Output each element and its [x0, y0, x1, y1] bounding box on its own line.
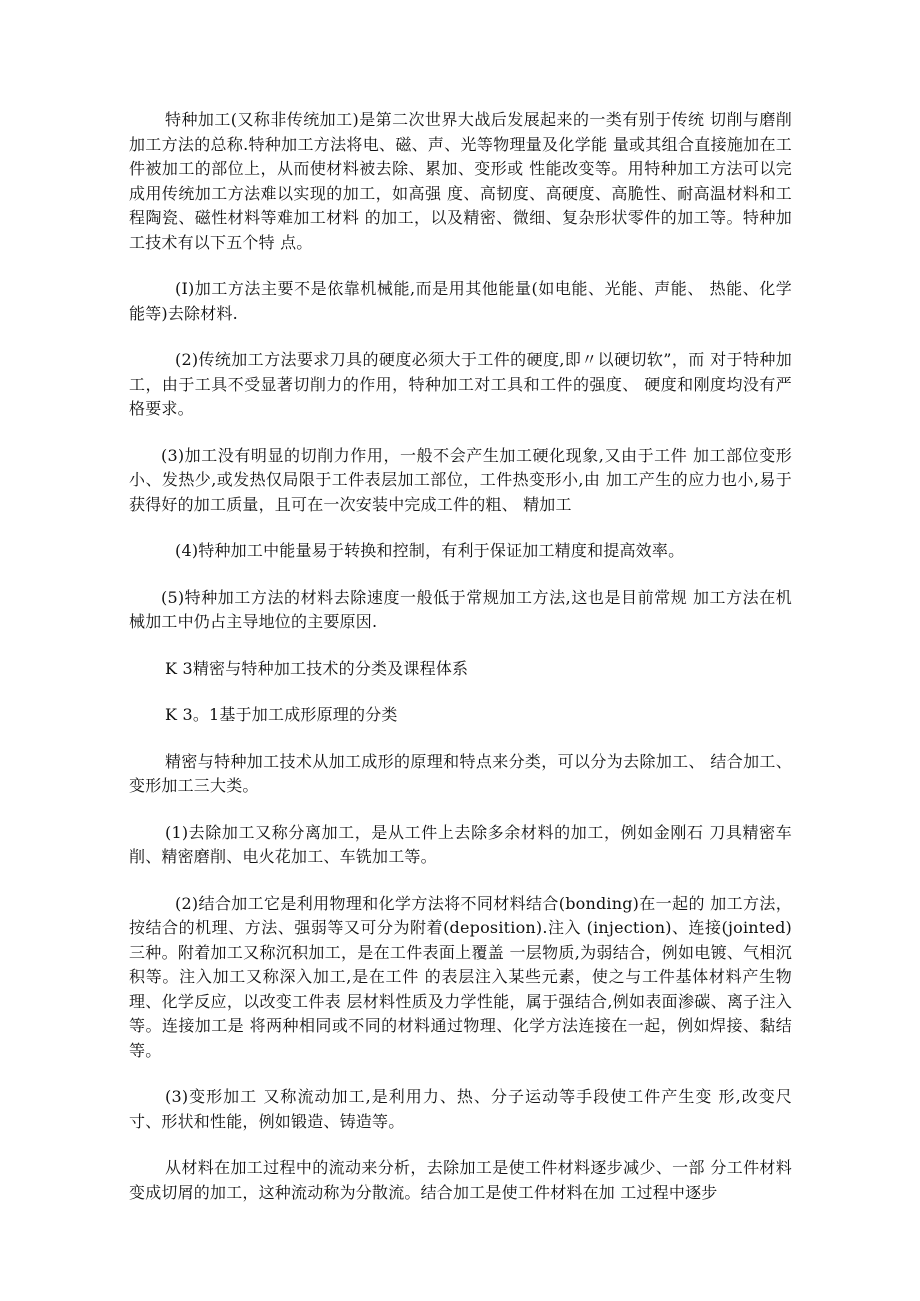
subsection-heading: K 3。1基于加工成形原理的分类: [165, 705, 398, 724]
feature-3-paragraph: (3)加工没有明显的切削力作用，一般不会产生加工硬化现象,又由于工件 加工部位变形小、发热少,或发热仅局限于工件表层加工部位，工件热变形小,由 加工产生的应力也小,易于获得好的加工质量，且可在一次安装中完成工件的粗、 精加工: [129, 445, 792, 514]
class-3-paragraph: (3)变形加工 又称流动加工,是利用力、热、分子运动等手段使工件产生变 形,改变尺寸、形状和性能，例如锻造、铸造等。: [129, 1087, 792, 1131]
class-1-paragraph: (1)去除加工又称分离加工，是从工件上去除多余材料的加工，例如金刚石 刀具精密车削、精密磨削、电火花加工、车铣加工等。: [129, 822, 792, 866]
feature-4-paragraph: (4)特种加工中能量易于转换和控制，有利于保证加工精度和提高效率。: [175, 541, 685, 560]
class-2-paragraph: (2)结合加工它是利用物理和化学方法将不同材料结合(bonding)在一起的 加工方法，按结合的机理、方法、强弱等又可分为附着(deposition).注入 (injection)、连接(jointed)三种。附着加工又称沉积加工，是在工件表面上覆盖 一层物质,为弱结合，例如电镀、气相沉积等。注入加工又称深入加工,是在工件 的表层注入某些元素，使之与工件基体材料产生物理、化学反应，以改变工件表 层材料性质及力学性能，属于强结合,例如表面渗碳、离子注入等。连接加工是 将两种相同或不同的材料通过物理、化学方法连接在一起，例如焊接、黏结等。: [129, 893, 792, 1060]
flow-analysis-paragraph: 从材料在加工过程中的流动来分析，去除加工是使工件材料逐步减少、一部 分工件材料变成切屑的加工，这种流动称为分散流。结合加工是使工件材料在加 工过程中逐步: [129, 1158, 792, 1202]
feature-5-paragraph: (5)特种加工方法的材料去除速度一般低于常规加工方法,这也是目前常规 加工方法在机械加工中仍占主导地位的主要原因.: [129, 587, 792, 631]
intro-paragraph: 特种加工(又称非传统加工)是第二次世界大战后发展起来的一类有别于传统 切削与磨削加工方法的总称.特种加工方法将电、磁、声、光等物理量及化学能 量或其组合直接施加在工件被加工的部位上，从而使材料被去除、累加、变形或 性能改变等。用特种加工方法可以完成用传统加工方法难以实现的加工，如高强 度、高韧度、高硬度、高脆性、耐高温材料和工程陶瓷、磁性材料等难加工材料 的加工，以及精密、微细、复杂形状零件的加工等。特种加工技术有以下五个特 点。: [129, 110, 792, 252]
feature-2-paragraph: (2)传统加工方法要求刀具的硬度必须大于工件的硬度,即〃以硬切软”，而 对于特种加工，由于工具不受显著切削力的作用，特种加工对工具和工件的强度、 硬度和刚度均没有严格要求。: [129, 350, 792, 418]
classification-intro-paragraph: 精密与特种加工技术从加工成形的原理和特点来分类，可以分为去除加工、 结合加工、变形加工三大类。: [129, 751, 792, 795]
feature-1-paragraph: (I)加工方法主要不是依靠机械能,而是用其他能量(如电能、光能、声能、 热能、化学能等)去除材料.: [129, 279, 792, 323]
section-heading: K 3精密与特种加工技术的分类及课程体系: [165, 658, 469, 678]
